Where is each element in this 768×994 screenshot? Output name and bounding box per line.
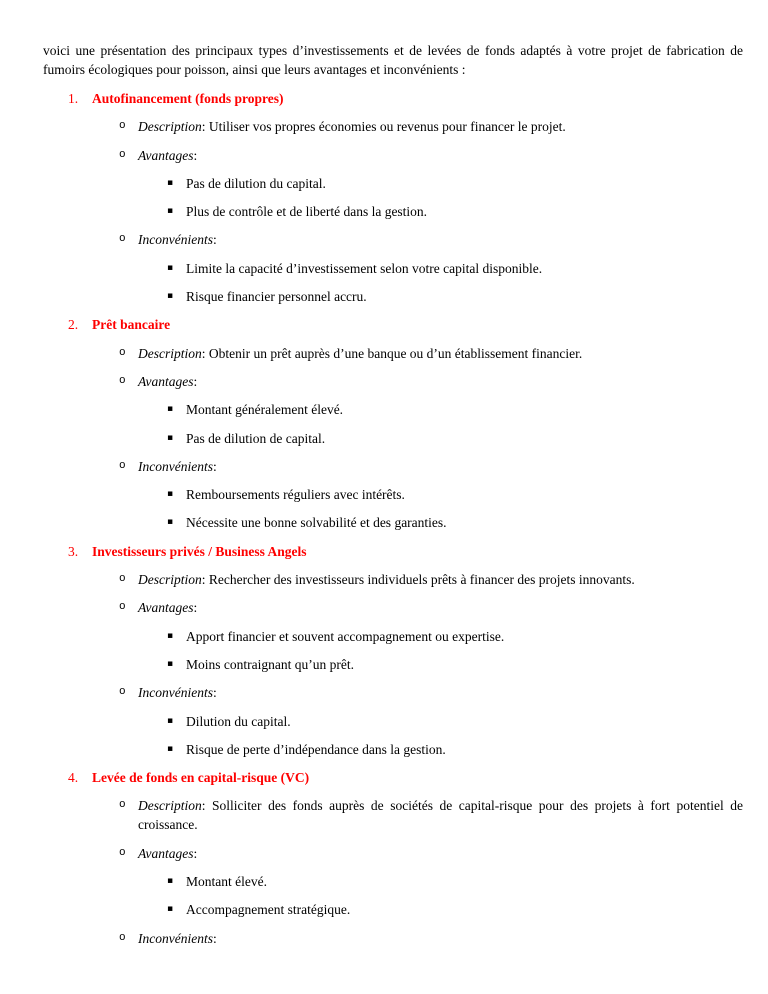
list-item-text: : bbox=[193, 147, 198, 163]
intro-paragraph: voici une présentation des principaux types d’investissements et de levées de fonds adaptés à votre projet de fabrication de fumoirs écologiques pour poisson, ainsi que leurs avantages et inconvénients : bbox=[43, 43, 743, 77]
sub-list-item-text: Pas de dilution de capital. bbox=[186, 430, 326, 446]
square-bullet-icon: ▪ bbox=[167, 517, 174, 528]
sub-list-item bbox=[43, 174, 743, 193]
sub-list-item bbox=[43, 513, 743, 532]
section-title: Autofinancement (fonds propres) bbox=[92, 91, 284, 106]
square-bullet-icon: ▪ bbox=[167, 658, 174, 669]
sub-list-item bbox=[43, 287, 743, 306]
circle-bullet-icon: o bbox=[119, 931, 126, 944]
square-bullet-icon: ▪ bbox=[167, 876, 174, 887]
sub-list-item-text: Montant élevé. bbox=[186, 874, 267, 890]
list-item-label: Description bbox=[138, 572, 202, 588]
section-2-heading bbox=[43, 315, 743, 334]
sub-list-item-text: Moins contraignant qu’un prêt. bbox=[186, 656, 354, 672]
list-item-text: : Rechercher des investisseurs individuels prêts à financer des projets innovants. bbox=[201, 572, 635, 588]
section-4-heading bbox=[43, 768, 743, 787]
list-item-text: : Obtenir un prêt auprès d’une banque ou d’un établissement financier. bbox=[201, 345, 583, 361]
sub-list-item bbox=[43, 400, 743, 419]
square-bullet-icon: ▪ bbox=[167, 743, 174, 754]
sub-list-item-text: Dilution du capital. bbox=[186, 713, 291, 729]
list-item-text: : bbox=[193, 845, 198, 861]
square-bullet-icon: ▪ bbox=[167, 432, 174, 443]
list-item-label: Inconvénients bbox=[138, 685, 213, 701]
circle-bullet-icon: o bbox=[119, 601, 126, 614]
circle-bullet-icon: o bbox=[119, 120, 126, 133]
section-title: Prêt bancaire bbox=[92, 317, 171, 333]
sub-list-item bbox=[43, 259, 743, 278]
list-item-label: Inconvénients bbox=[138, 232, 213, 248]
square-bullet-icon: ▪ bbox=[167, 489, 174, 500]
square-bullet-icon: ▪ bbox=[167, 630, 174, 641]
sub-list-item bbox=[43, 740, 743, 759]
sub-list-item-text: Apport financier et souvent accompagnement ou expertise. bbox=[186, 628, 505, 644]
list-item-avantages bbox=[43, 372, 743, 391]
list-item-description bbox=[43, 344, 743, 363]
list-item-avantages bbox=[43, 598, 743, 617]
list-item-label: Avantages bbox=[138, 147, 194, 163]
sub-list-item bbox=[43, 429, 743, 448]
list-item-text: : Utiliser vos propres économies ou revenus pour financer le projet. bbox=[201, 119, 566, 135]
list-item-text: : bbox=[212, 685, 217, 701]
square-bullet-icon: ▪ bbox=[167, 177, 174, 188]
list-item-label: Avantages bbox=[138, 845, 194, 861]
section-number: 3. bbox=[68, 543, 79, 559]
circle-bullet-icon: o bbox=[119, 846, 126, 859]
section-title: Levée de fonds en capital-risque (VC) bbox=[92, 770, 310, 786]
list-item-label: Avantages bbox=[138, 600, 194, 616]
sub-list-item-text: Montant généralement élevé. bbox=[186, 402, 344, 418]
circle-bullet-icon: o bbox=[119, 233, 126, 246]
sub-list-item bbox=[43, 202, 743, 221]
list-item-label: Inconvénients bbox=[138, 458, 213, 474]
circle-bullet-icon: o bbox=[119, 148, 126, 161]
circle-bullet-icon: o bbox=[119, 346, 126, 359]
sub-list-item bbox=[43, 627, 743, 646]
list-item-label: Avantages bbox=[138, 373, 194, 389]
circle-bullet-icon: o bbox=[119, 799, 126, 812]
list-item-description bbox=[43, 796, 743, 834]
sub-list-item-text: Plus de contrôle et de liberté dans la gestion. bbox=[186, 204, 428, 220]
sub-list-item-text: Limite la capacité d’investissement selon votre capital disponible. bbox=[186, 260, 543, 276]
square-bullet-icon: ▪ bbox=[167, 291, 174, 302]
list-item-inconvenients bbox=[43, 457, 743, 476]
square-bullet-icon: ▪ bbox=[167, 262, 174, 273]
sub-list-item-text: Risque de perte d’indépendance dans la gestion. bbox=[186, 741, 446, 757]
sub-list-item-text: Remboursements réguliers avec intérêts. bbox=[186, 487, 405, 503]
list-item-inconvenients bbox=[43, 230, 743, 249]
sub-list-item bbox=[43, 872, 743, 891]
circle-bullet-icon: o bbox=[119, 374, 126, 387]
section-1-heading bbox=[43, 89, 743, 108]
circle-bullet-icon: o bbox=[119, 573, 126, 586]
square-bullet-icon: ▪ bbox=[167, 404, 174, 415]
list-item-text: : bbox=[212, 930, 217, 946]
list-item-label: Inconvénients bbox=[138, 930, 213, 946]
square-bullet-icon: ▪ bbox=[167, 904, 174, 915]
sub-list-item-text: Risque financier personnel accru. bbox=[186, 289, 367, 305]
sub-list-item-text: Nécessite une bonne solvabilité et des garanties. bbox=[186, 515, 447, 531]
list-item-label: Description bbox=[138, 345, 202, 361]
section-number: 1. bbox=[68, 91, 79, 106]
sub-list-item bbox=[43, 485, 743, 504]
square-bullet-icon: ▪ bbox=[167, 206, 174, 217]
list-item-avantages bbox=[43, 844, 743, 863]
sub-list-item bbox=[43, 712, 743, 731]
list-item-inconvenients bbox=[43, 929, 743, 948]
list-item-text: : bbox=[193, 600, 198, 616]
sub-list-item-text: Accompagnement stratégique. bbox=[186, 902, 351, 918]
list-item-text: : bbox=[212, 232, 217, 248]
list-item-inconvenients bbox=[43, 683, 743, 702]
list-item-label: Description bbox=[138, 119, 202, 135]
square-bullet-icon: ▪ bbox=[167, 715, 174, 726]
list-item-text: : bbox=[212, 458, 217, 474]
section-title: Investisseurs privés / Business Angels bbox=[92, 543, 307, 559]
list-item-label: Description bbox=[138, 798, 202, 814]
section-number: 2. bbox=[68, 317, 79, 333]
list-item-description bbox=[43, 570, 743, 589]
list-item-description bbox=[43, 117, 743, 136]
circle-bullet-icon: o bbox=[119, 459, 126, 472]
list-item-text: : Solliciter des fonds auprès de sociétés de capital-risque pour des projets à fort potentiel de croissance. bbox=[138, 798, 743, 833]
section-3-heading bbox=[43, 542, 743, 561]
list-item-avantages bbox=[43, 146, 743, 165]
list-item-text: : bbox=[193, 373, 198, 389]
sub-list-item bbox=[43, 900, 743, 919]
circle-bullet-icon: o bbox=[119, 686, 126, 699]
sub-list-item-text: Pas de dilution du capital. bbox=[186, 175, 326, 191]
sub-list-item bbox=[43, 655, 743, 674]
section-number: 4. bbox=[68, 770, 79, 786]
